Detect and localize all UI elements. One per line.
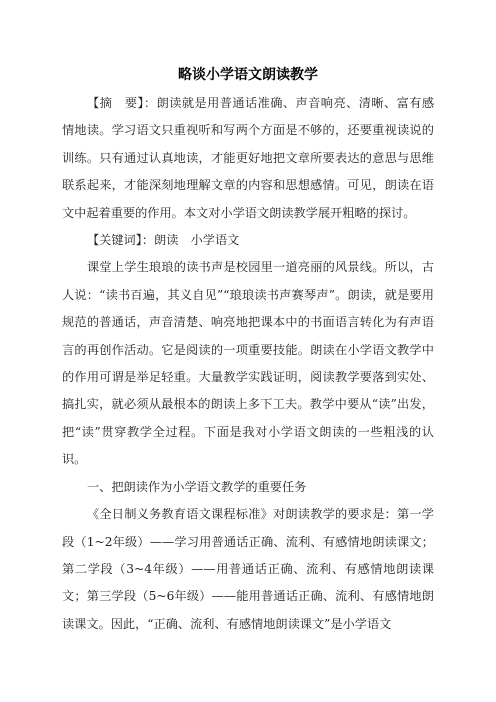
intro-paragraph: 课堂上学生琅琅的读书声是校园里一道亮丽的风景线。所以，古人说：“读书百遍，其义自见”“琅琅读书声赛琴声”。朗读，就是要用规范的普通话，声音清楚、响亮地把课本中的书面语言转化为有声语言的再创作活动。它是阅读的一项重要技能。朗读在小学语文教学中的作用可谓是举足轻重。大量教学实践证明，阅读教学要落到实处、搞扎实，就必须从最根本的朗读上多下工夫。教学中要从“读”出发，把“读”贯穿教学全过程。下面是我对小学语文朗读的一些粗浅的认识。 [62, 260, 434, 467]
abstract-paragraph [62, 90, 434, 227]
abstract-text: 朗读就是用普通话准确、声音响亮、清晰、富有感情地读。学习语文只重视听和写两个方面是不够的，还要重视读说的训练。只有通过认真地读，才能更好地把文章所要表达的意思与思维联系起来，才能深刻地理解文章的内容和思想感情。可见，朗读在语文中起着重要的作用。本文对小学语文朗读教学展开粗略的探讨。 [62, 96, 435, 220]
section-paragraph: 《全日制义务教育语文课程标准》对朗读教学的要求是：第一学段（1~2年级）——学习用普通话正确、流利、有感情地朗读课文；第二学段（3~4年级）——用普通话正确、流利、有感情地朗读课文；第三学段（5~6年级）——能用普通话正确、流利、有感情地朗读课文。因此，“正确、流利、有感情地朗读课文”是小学语文 [62, 507, 434, 631]
abstract-label: 【摘 要】： [87, 96, 157, 110]
keywords-text: 朗读 小学语文 [154, 233, 240, 248]
section-heading: 一、把朗读作为小学语文教学的重要任务 [87, 479, 307, 494]
document-body [62, 90, 434, 638]
keywords-paragraph [62, 227, 434, 254]
keywords-label: 【关键词】： [87, 233, 155, 248]
page-title: 略谈小学语文朗读教学 [178, 67, 318, 83]
